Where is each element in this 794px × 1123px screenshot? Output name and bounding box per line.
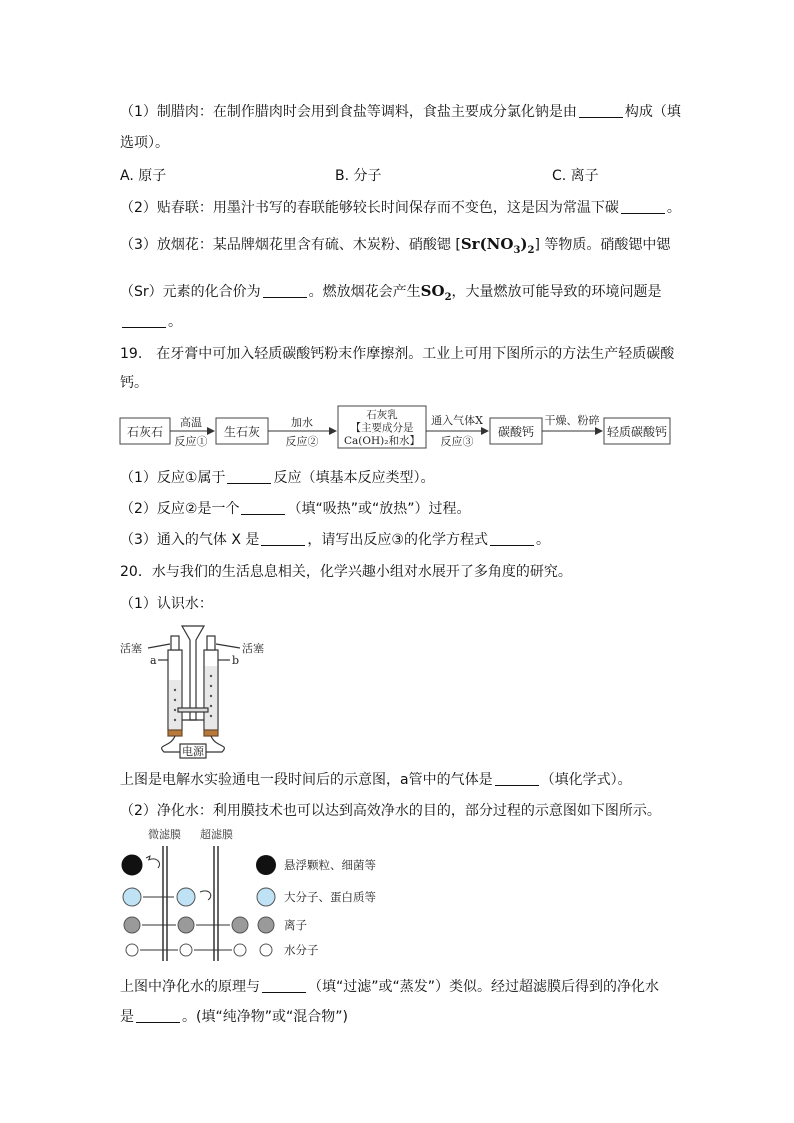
- answer-blank[interactable]: [495, 771, 539, 786]
- legend-suspended: 悬浮颗粒、细菌等: [284, 858, 376, 872]
- legend-water: 水分子: [284, 943, 319, 957]
- particle-water-right: [234, 944, 246, 956]
- answer-blank[interactable]: [227, 469, 271, 484]
- option-a[interactable]: A. 原子: [120, 168, 167, 184]
- option-b[interactable]: B. 分子: [335, 168, 382, 184]
- membrane-figure: [118, 826, 418, 966]
- legend-suspended-icon: [256, 855, 276, 875]
- q19-stem-cont: 钙。: [120, 375, 148, 391]
- q20-part2: （2）净化水：利用膜技术也可以达到高效净水的目的，部分过程的示意图如下图所示。: [120, 803, 661, 819]
- answer-blank[interactable]: [490, 531, 534, 546]
- flow-arrow-1-top: 高温: [180, 416, 202, 429]
- stopcock-right-label: 活塞: [242, 642, 264, 655]
- particle-ion-left: [124, 917, 140, 933]
- particle-water-left: [126, 944, 138, 956]
- answer-blank[interactable]: [122, 313, 166, 328]
- answer-blank[interactable]: [261, 531, 305, 546]
- flow-box-limewater-l2: 【主要成分是: [350, 422, 414, 434]
- flow-arrow-2-bottom: 反应②: [285, 435, 319, 448]
- flow-arrow-2-top: 加水: [291, 416, 313, 429]
- tube-a-label: a: [150, 654, 157, 667]
- q18-part1: （1）制腊肉：在制作腊肉时会用到食盐等调料，食盐主要成分氯化钠是由 构成（填: [120, 104, 681, 120]
- flow-arrow-4-top: 干燥、粉碎: [544, 414, 600, 427]
- flow-box-limewater-l3: Ca(OH)₂和水】: [344, 435, 420, 447]
- q18-part3-cont: （Sr）元素的化合价为 。燃放烟花会产生$SO_2$，大量燃放可能导致的环境问题是: [120, 282, 662, 303]
- flow-arrow-3-bottom: 反应③: [440, 435, 474, 448]
- funnel: [182, 626, 204, 720]
- flow-diagram: [118, 404, 674, 450]
- legend-ion-icon: [258, 917, 274, 933]
- stopper-right: [207, 636, 215, 650]
- q20-stem: 20．水与我们的生活息息相关，化学兴趣小组对水展开了多角度的研究。: [120, 564, 572, 580]
- q18-part3: （3）放烟花：某品牌烟花里含有硫、木炭粉、硝酸锶 $[Sr(NO_3)_2]$ 等物质。硝酸锶中锶: [120, 235, 671, 256]
- q20-part2-question-cont: 是 。(填“纯净物”或“混合物”): [120, 1009, 348, 1025]
- legend-macro-icon: [257, 888, 275, 906]
- q18-part3-end: 。: [120, 312, 182, 332]
- electrolysis-figure: [118, 620, 278, 760]
- answer-blank[interactable]: [263, 283, 307, 298]
- q18-part1-cont: 选项）。: [120, 135, 169, 151]
- particle-ion-right: [232, 917, 248, 933]
- q19-part3: （3）通入的气体 X 是 ，请写出反应③的化学方程式 。: [120, 532, 550, 548]
- particle-suspended: [122, 855, 142, 875]
- membrane2-label: 超滤膜: [200, 828, 233, 841]
- stopper-left: [171, 636, 179, 650]
- q19-stem: 19. 在牙膏中可加入轻质碳酸钙粉末作摩擦剂。工业上可用下图所示的方法生产轻质碳酸: [120, 346, 675, 362]
- option-c[interactable]: C. 离子: [552, 168, 599, 184]
- flow-arrow-1-bottom: 反应①: [174, 435, 208, 448]
- legend-water-icon: [260, 944, 272, 956]
- flow-box-limewater-l1: 石灰乳: [366, 409, 398, 421]
- legend-ion: 离子: [284, 918, 307, 932]
- stopcock-left-label: 活塞: [120, 642, 142, 655]
- answer-blank[interactable]: [621, 199, 665, 214]
- flow-box-calcium-carbonate-label: 碳酸钙: [497, 425, 535, 439]
- tube-b-label: b: [232, 654, 240, 667]
- answer-blank[interactable]: [262, 978, 306, 993]
- q19-part1: （1）反应①属于 反应（填基本反应类型）。: [120, 470, 435, 486]
- q20-part1-question: 上图是电解水实验通电一段时间后的示意图，a管中的气体是 （填化学式）。: [120, 772, 632, 788]
- flow-box-limestone-label: 石灰石: [126, 425, 164, 439]
- answer-blank[interactable]: [241, 500, 285, 515]
- particle-ion-mid: [178, 917, 194, 933]
- q20-part1: （1）认识水：: [120, 596, 213, 612]
- legend-macro: 大分子、蛋白质等: [284, 890, 376, 904]
- particle-macro-left: [123, 888, 141, 906]
- formula-so2: $SO_2$: [420, 282, 452, 303]
- flow-arrow-3-top: 通入气体X: [431, 414, 483, 427]
- q19-part2: （2）反应②是一个 （填“吸热”或“放热”）过程。: [120, 501, 471, 517]
- q18-part2: （2）贴春联：用墨汁书写的春联能够较长时间保存而不变色，这是因为常温下碳 。: [120, 200, 681, 216]
- answer-blank[interactable]: [136, 1008, 180, 1023]
- formula-sr-no3-2: $Sr(NO_3)_2$: [460, 235, 535, 256]
- particle-water-mid: [180, 944, 192, 956]
- flow-box-light-calcium-carbonate-label: 轻质碳酸钙: [606, 425, 668, 439]
- q20-part2-question: 上图中净化水的原理与 （填“过滤”或“蒸发”）类似。经过超滤膜后得到的净化水: [120, 979, 660, 995]
- membrane1-label: 微滤膜: [148, 828, 181, 841]
- flow-box-quicklime-label: 生石灰: [223, 425, 261, 439]
- particle-macro-mid: [177, 888, 195, 906]
- power-label: 电源: [182, 745, 204, 758]
- answer-blank[interactable]: [579, 103, 623, 118]
